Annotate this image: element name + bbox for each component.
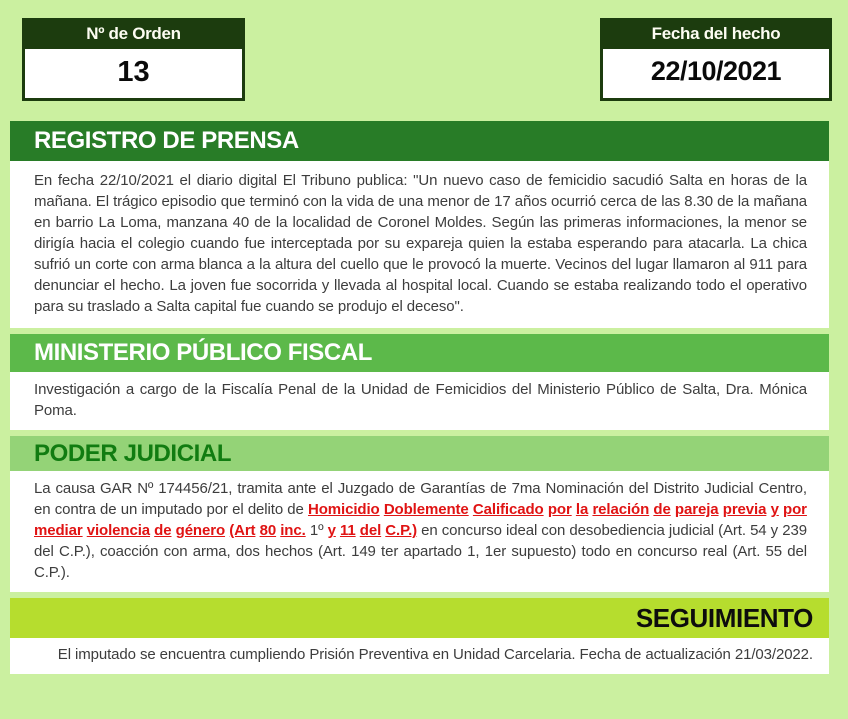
highlighted-legal-text: relación xyxy=(592,501,650,518)
seguimiento-section xyxy=(10,598,829,674)
highlighted-legal-text: (Art xyxy=(229,522,256,539)
judicial-body: La causa GAR Nº 174456/21, tramita ante el Juzgado de Garantías de 7ma Nominación del Distrito Judicial Centro, en contra de un imputado por el delito de Homicidio Doblemente Calificado por la relación de pareja previa y por mediar violencia de género (Art 80 inc. 1º y 11 del C.P.) en concurso ideal con desobediencia judicial (Art. 54 y 239 del C.P.), coacción con arma, dos hechos (Art. 149 ter apartado 1, 1er supuesto) todo en concurso real (Art. 55 del C.P.). xyxy=(10,471,829,592)
seguimiento-banner xyxy=(10,598,829,638)
highlighted-legal-text: Calificado xyxy=(472,501,544,518)
highlighted-legal-text: por xyxy=(547,501,572,518)
highlighted-legal-text: violencia xyxy=(86,522,151,539)
seguimiento-title: SEGUIMIENTO xyxy=(635,602,813,633)
judicial-banner xyxy=(10,436,829,471)
sections-column xyxy=(10,121,829,674)
judicial-title: PODER JUDICIAL xyxy=(34,439,232,467)
press-banner xyxy=(10,121,829,161)
top-row xyxy=(0,0,848,101)
press-section xyxy=(10,121,829,328)
fiscal-body: Investigación a cargo de la Fiscalía Penal de la Unidad de Femicidios del Ministerio Público de Salta, Dra. Mónica Poma. xyxy=(10,372,829,430)
order-box xyxy=(22,18,245,101)
press-body: En fecha 22/10/2021 el diario digital El Tribuno publica: "Un nuevo caso de femicidio sacudió Salta en horas de la mañana. El trágico episodio que terminó con la vida de una menor de 17 años ocurrió cerca de las 8.30 de la mañana en barrio La Loma, manzana 40 de la localidad de Coronel Moldes. Según las primeras informaciones, la menor se dirigía hacia el colegio cuando fue interceptada por su expareja quien la estaba esperando para atacarla. La chica sufrió un corte con arma blanca a la altura del cuello que le provocó la muerte. Vecinos del lugar llamaron al 911 para denunciar el hecho. La joven fue socorrida y llevada al hospital local. Cuando se estaba realizando todo el operativo para su traslado a Salta capital fue cuando se produjo el deceso". xyxy=(10,161,829,328)
highlighted-legal-text: 11 xyxy=(339,522,356,539)
highlighted-legal-text: C.P.) xyxy=(385,522,418,539)
order-box-header: Nº de Orden xyxy=(25,21,242,49)
highlighted-legal-text: del xyxy=(359,522,382,539)
date-box-value: 22/10/2021 xyxy=(603,49,829,96)
highlighted-legal-text: pareja xyxy=(674,501,719,518)
highlighted-legal-text: de xyxy=(154,522,172,539)
press-title: REGISTRO DE PRENSA xyxy=(34,127,299,154)
highlighted-legal-text: de xyxy=(653,501,671,518)
highlighted-legal-text: 80 xyxy=(259,522,277,539)
highlighted-legal-text: género xyxy=(175,522,226,539)
date-box xyxy=(600,18,832,101)
fiscal-section xyxy=(10,334,829,430)
highlighted-legal-text: y xyxy=(327,522,336,539)
highlighted-legal-text: y xyxy=(770,501,779,518)
highlighted-legal-text: la xyxy=(575,501,589,518)
fiscal-banner xyxy=(10,334,829,372)
seguimiento-body: El imputado se encuentra cumpliendo Prisión Preventiva en Unidad Carcelaria. Fecha de actualización 21/03/2022. xyxy=(10,638,829,674)
highlighted-legal-text: por xyxy=(783,501,807,518)
highlighted-legal-text: mediar xyxy=(34,522,83,539)
fiscal-title: MINISTERIO PÚBLICO FISCAL xyxy=(34,339,373,366)
judicial-section xyxy=(10,436,829,592)
date-box-header: Fecha del hecho xyxy=(603,21,829,49)
highlighted-legal-text: Doblemente xyxy=(383,501,469,518)
highlighted-legal-text: previa xyxy=(722,501,767,518)
order-box-value: 13 xyxy=(25,49,242,98)
highlighted-legal-text: inc. xyxy=(280,522,306,539)
highlighted-legal-text: Homicidio xyxy=(308,501,380,518)
